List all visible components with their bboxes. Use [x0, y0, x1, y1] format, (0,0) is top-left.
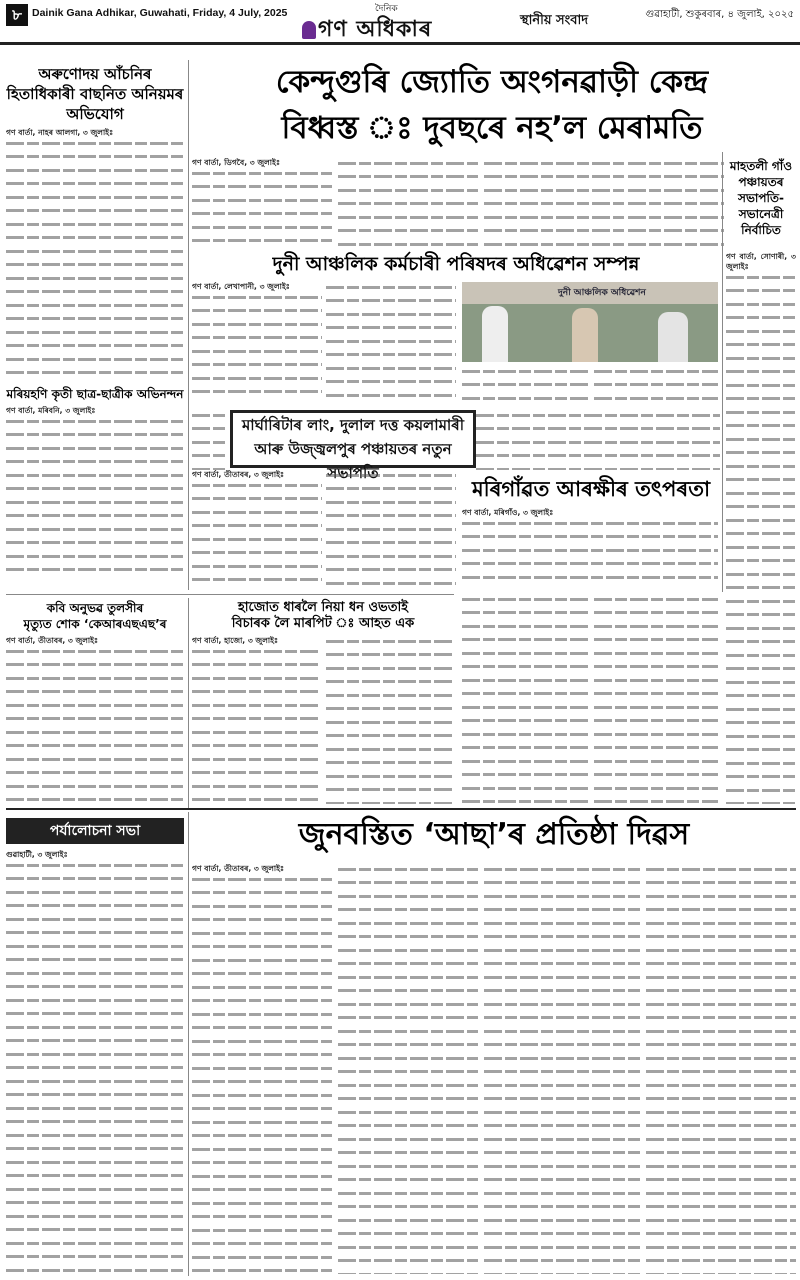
- page-number: ৮: [6, 4, 28, 26]
- story-hajo-body-2: [326, 636, 454, 804]
- story-poet-headline-2: মৃত্যুত শোক ‘কেআৰএছএছ’ৰ: [23, 617, 167, 631]
- story-mahtoli-body: [726, 252, 796, 592]
- story-asha-body-1: [192, 864, 332, 1274]
- lead-headline-2: বিধ্বস্ত ঃ দুবছৰে নহ’ল মেৰামতি: [281, 110, 703, 146]
- masthead-small: দৈনিক: [375, 4, 398, 14]
- story-top-left-headline: অৰুণোদয় আঁচনিৰ হিতাধিকাৰী বাছনিত অনিয়মৰ অভিযোগ: [6, 65, 184, 123]
- story-review-body: [6, 850, 184, 1274]
- byline: গণ বাৰ্তা, লেখাপানী, ৩ জুলাইঃ: [192, 282, 290, 291]
- duni-meeting-photo: [462, 282, 718, 362]
- story-asha-body-2: [338, 864, 478, 1274]
- lead-body-col-4: [628, 158, 724, 246]
- story-top-left-body: [6, 128, 184, 380]
- lead-byline: গণ বাৰ্তা, ডিগবৈ, ৩ জুলাইঃ: [192, 158, 280, 167]
- story-duni-body-3: [462, 366, 590, 406]
- story-poet-headline-1: কবি অনুভৱ তুলসীৰ: [46, 601, 144, 615]
- byline: গণ বাৰ্তা, মৰিবনি, ৩ জুলাইঃ: [6, 406, 96, 415]
- byline: গণ বাৰ্তা, মৰিগাঁও, ৩ জুলাইঃ: [462, 508, 554, 517]
- byline: গণ বাৰ্তা, তীতাবৰ, ৩ জুলাইঃ: [192, 470, 285, 479]
- story-margherita-headline-1: মাৰ্ঘাৰিটাৰ লাং, দুলাল দত্ত কয়লামাৰী: [241, 416, 465, 434]
- story-asha-body-3: [484, 864, 640, 1274]
- story-asha-headline: জুনবস্তিত ‘আছা’ৰ প্ৰতিষ্ঠা দিৱস: [298, 817, 690, 852]
- story-poet-body: [6, 636, 184, 804]
- dateline-english: Dainik Gana Adhikar, Guwahati, Friday, 4 July, 2025: [32, 7, 288, 19]
- byline: গণ বাৰ্তা, তীতাবৰ, ৩ জুলাইঃ: [6, 636, 99, 645]
- story-margherita-headline-2: আৰু উজ্জ্বলপুৰ পঞ্চায়তৰ নতুন সভাপতি: [254, 440, 452, 482]
- story-hajo-headline-1: হাজোত ধাৰলৈ নিয়া ধন ওভতাই: [237, 600, 409, 615]
- byline: গণ বাৰ্তা, নাহৰ আলগা, ৩ জুলাইঃ: [6, 128, 114, 137]
- story-marigaon-body-1: [462, 594, 590, 804]
- photo-banner-text: দুনী আঞ্চলিক অধিৱেশন: [558, 288, 646, 298]
- story-marigaon-headline: মৰিগাঁৱত আৰক্ষীৰ তৎপৰতা: [471, 477, 711, 501]
- masthead: [290, 0, 510, 40]
- story-asha-body-4: [646, 864, 796, 1274]
- story-duni-body-2: [326, 282, 456, 404]
- logo-figure-icon: [302, 21, 316, 39]
- story-hajo-headline-2: বিচাৰক লৈ মাৰপিট ঃ আহত এক: [231, 616, 415, 631]
- dateline-assamese: গুৱাহাটী, শুকুৰবাৰ, ৪ জুলাই, ২০২৫: [645, 9, 794, 20]
- lead-headline-1: কেন্দুগুৰি জ্যোতি অংগনৱাড়ী কেন্দ্ৰ: [275, 64, 709, 100]
- lead-body-col-3: [484, 158, 624, 246]
- story-honor-headline: মৰিয়হণি কৃতী ছাত্ৰ-ছাত্ৰীক অভিনন্দন: [6, 387, 184, 401]
- story-mahtoli-body-cont: [726, 596, 796, 804]
- story-review-headline: পৰ্যালোচনা সভা: [6, 818, 184, 844]
- lead-body-col-2: [338, 158, 478, 246]
- byline: গণ বাৰ্তা, সোণাৰী, ৩ জুলাইঃ: [726, 252, 796, 271]
- story-margherita-body-2: [326, 470, 456, 592]
- story-duni-headline: দুনী আঞ্চলিক কৰ্মচাৰী পৰিষদৰ অধিৱেশন সম্পন্ন: [272, 253, 640, 275]
- byline: গণ বাৰ্তা, তীতাবৰ, ৩ জুলাইঃ: [192, 864, 285, 873]
- story-margherita-side: [476, 410, 720, 470]
- story-hajo-body-1: [192, 636, 320, 804]
- story-honor-body: [6, 406, 184, 582]
- story-marigaon-top: [462, 508, 718, 588]
- story-duni-body-4: [594, 366, 718, 406]
- story-mahtoli-headline: মাহতলী গাঁও পঞ্চায়তৰ সভাপতি-সভানেত্ৰী নিৰ্বাচিত: [729, 159, 793, 237]
- lead-body-col-1: [192, 158, 332, 246]
- byline: গণ বাৰ্তা, হাজো, ৩ জুলাইঃ: [192, 636, 279, 645]
- page-header: [0, 0, 800, 45]
- story-margherita-body-1: [192, 470, 322, 592]
- story-duni-body-1: [192, 282, 322, 404]
- section-label: স্থানীয় সংবাদ: [520, 13, 589, 28]
- masthead-title: গণ অধিকাৰ: [300, 12, 432, 49]
- byline: গুৱাহাটী, ৩ জুলাইঃ: [6, 850, 68, 859]
- story-marigaon-body-2: [594, 594, 718, 804]
